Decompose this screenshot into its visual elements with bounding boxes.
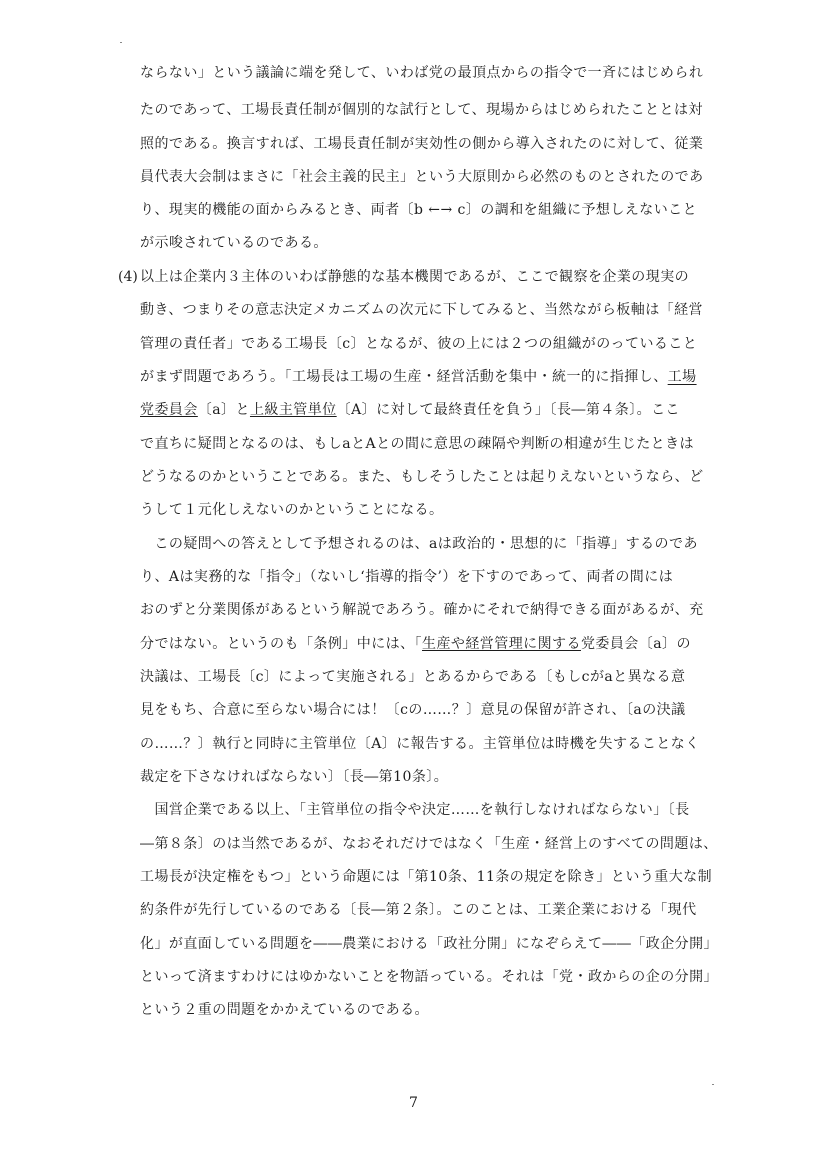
text-line: 裁定を下さなければならない〕〔長―第10条〕。	[140, 769, 449, 785]
text-line: といって済ますわけにはゆかないことを物語っている。それは「党・政からの企の分開」	[140, 969, 718, 985]
text-line: たのであって、工場長責任制が個別的な試行として、現場からはじめられたこととは対	[140, 102, 703, 118]
text-line: 党委員会〔a〕と上級主管単位〔A〕に対して最終責任を負う」〔長―第４条〕。ここ	[140, 402, 681, 418]
underlined-text	[250, 401, 337, 417]
text-line	[140, 368, 730, 386]
item-marker: (4)	[118, 269, 138, 285]
text-line: 約条件が先行しているのである〔長―第２条〕。このことは、工業企業における「現代	[140, 902, 697, 918]
underlined-text: 工場	[667, 369, 697, 385]
text-line: 動き、つまりその意志決定メカニズムの次元に下してみると、当然ながら板軸は「経営	[140, 302, 703, 318]
page-number: 7	[409, 1095, 418, 1111]
text-line: という２重の問題をかかえているのである。	[140, 1002, 429, 1018]
underlined-text	[140, 401, 198, 417]
text-line: 化」が直面している問題を――農業における「政社分開」になぞらえて――「政企分開」	[140, 936, 718, 952]
scan-speck	[120, 42, 122, 43]
text-line: うして１元化しえないのかということになる。	[140, 502, 444, 518]
text-line: ―第８条〕のは当然であるが、なおそれだけではなく「生産・経営上のすべての問題は、	[140, 836, 718, 852]
text-line: 照的である。換言すれば、工場長責任制が実効性の側から導入されたのに対して、従業	[140, 136, 704, 152]
text-segment: がまず問題であろう。「工場長は工場の生産・経営活動を集中・統一的に指揮し、	[140, 369, 668, 385]
text-line	[140, 535, 730, 553]
underlined-text	[422, 635, 581, 651]
text-line: 工場長が決定権をもつ」という命題には「第10条、11条の規定を除き」という重大な制	[140, 869, 713, 885]
text-line: 員代表大会制はまさに「社会主義的民主」という大原則から必然のものとされたのであ	[140, 169, 704, 185]
scan-speck	[712, 1084, 714, 1085]
text-line: 決議は、工場長〔c〕によって実施される」とあるからである〔もしcがaと異なる意	[140, 669, 686, 685]
underline-overlay	[140, 400, 337, 418]
text-line	[140, 801, 730, 819]
text-line: の……？〕執行と同時に主管単位〔A〕に報告する。主管単位は時機を失することなく	[140, 736, 700, 752]
text-line: おのずと分業関係があるという解説であろう。確かにそれで納得できる面があるが、充	[140, 602, 704, 618]
text-line: どうなるのかということである。また、もしそうしたことは起りえないというなら、ど	[140, 469, 704, 485]
underline-overlay	[140, 634, 581, 652]
text-line: り、現実的機能の面からみるとき、両者〔b ←→ c〕の調和を組織に予想しえないこと	[140, 202, 698, 218]
indent-space	[140, 802, 154, 818]
text-line: ならない」という議論に端を発して、いわば党の最頂点からの指令で一斉にはじめられ	[140, 65, 704, 81]
text-segment: この疑問への答えとして予想されるのは、aは政治的・思想的に「指導」するのであ	[154, 536, 698, 552]
text-line: 管理の責任者」である工場長〔c〕となるが、彼の上には２つの組織がのっていること	[140, 336, 698, 352]
text-line: 分ではない。というのも「条例」中には、「生産や経営管理に関する党委員会〔a〕の	[140, 636, 691, 652]
indent-space	[140, 536, 154, 552]
text-line: が示唆されているのである。	[140, 235, 328, 251]
text-line: で直ちに疑問となるのは、もしaとAとの間に意思の疎隔や判断の相違が生じたときは	[140, 436, 695, 452]
text-line: 以上は企業内３主体のいわば静態的な基本機関であるが、ここで観察を企業の現実の	[140, 269, 690, 285]
text-line: り、Aは実務的な「指令」（ないし‘指導的指令’）を下すのであって、両者の間には	[140, 569, 674, 585]
text-line: 見をもち、合意に至らない場合には！〔cの……？〕意見の保留が許され、〔aの決議	[140, 702, 686, 718]
text-segment: 国営企業である以上、「主管単位の指令や決定……を執行しなければならない」〔長	[154, 802, 690, 818]
